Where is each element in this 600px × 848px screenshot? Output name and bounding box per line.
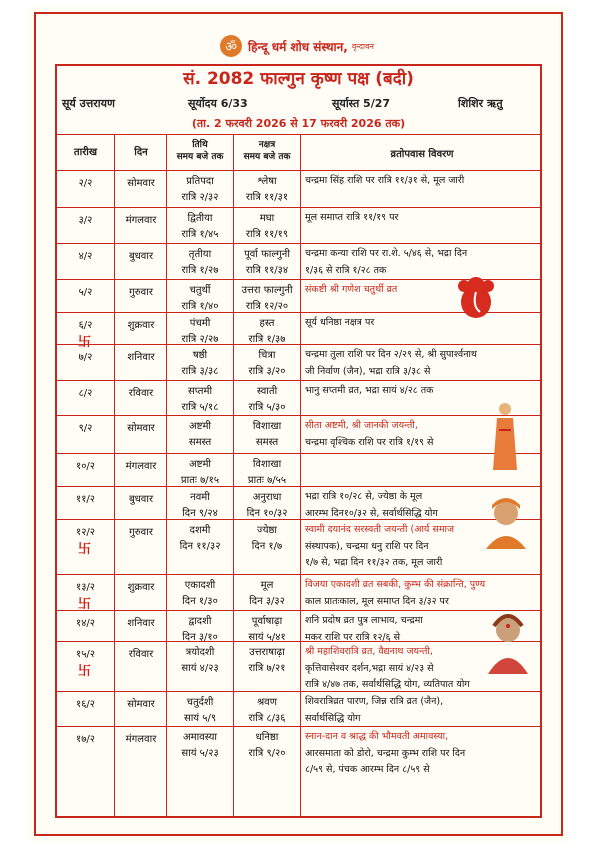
row-tithi-time: दिन ११/३२ [179,541,221,552]
row-nakshatra-time: रात्रि ७/२१ [248,663,286,674]
sunset-time: सूर्यास्त 5/27 [332,97,391,110]
details-line: संस्थापक), चन्द्रमा धनु राशि पर दिन [305,540,429,552]
row-date: १५/२ [76,649,95,660]
om-logo-icon: ॐ [220,35,242,57]
row-details [305,383,540,400]
row-separator [55,691,542,692]
row-tithi-time: दिन १/३० [182,596,218,607]
row-nakshatra: उत्तरा फाल्गुनी [241,285,293,296]
row-details [305,729,540,779]
row-nakshatra-time: रात्रि ११/३१ [245,192,289,203]
row-tithi: चतुर्दशी [186,697,214,708]
row-nakshatra: मूल [260,580,274,591]
details-line: विजया एकादशी व्रत सबकी, कुम्भ की संक्रान्ति, पुण्य [305,579,486,590]
row-tithi-time: रात्रि २/२७ [181,334,219,345]
header-bottom-rule [55,170,542,171]
row-nakshatra-time: रात्रि १२/२० [245,301,289,312]
season: शिशिर ऋतु [458,97,503,110]
row-nakshatra-time: रात्रि ८/३६ [248,713,286,724]
details-line: रात्रि ४/४७ तक, सर्वार्थसिद्धि योग, व्यतिपात योग [305,679,470,690]
row-tithi-time: रात्रि ५/१८ [181,402,219,413]
row-nakshatra: चित्रा [258,350,276,361]
row-date: २/२ [78,178,93,189]
row-tithi-time: समस्त [188,437,212,448]
col-divider [300,135,301,818]
sunrise-time: सूर्योदय 6/33 [188,97,248,110]
row-tithi-time: सायं ५/२३ [181,748,219,759]
row-day: गुरुवार [129,287,153,298]
row-details [305,315,540,332]
row-separator [55,519,542,520]
row-date: ४/२ [78,251,93,262]
row-details [305,210,540,227]
row-date: १७/२ [76,734,95,745]
row-separator [55,453,542,454]
sun-direction: सूर्य उत्तरायण [62,97,115,110]
row-tithi-time: प्रातः ७/१५ [180,475,220,486]
row-separator [55,641,542,642]
details-line: काल प्रातःकाल, मूल समाप्त दिन ३/३२ पर [305,595,449,607]
row-tithi: तृतीया [188,249,212,260]
sita-illustration [490,400,520,472]
table-top-rule [55,134,542,135]
row-separator [55,574,542,575]
row-separator [55,207,542,208]
row-nakshatra: श्रवण [257,697,277,708]
row-tithi-time: रात्रि १/२७ [181,265,219,276]
row-nakshatra: हस्त [259,318,275,329]
row-separator [55,415,542,416]
publisher-header [220,34,450,58]
row-nakshatra: उत्तराषाढ़ा [249,647,285,658]
swastika-icon: 卐 [78,597,92,612]
row-date: १३/२ [76,582,95,593]
row-nakshatra-time: प्रातः ७/५५ [247,475,287,486]
row-tithi: चतुर्थी [189,285,211,296]
details-line: शनि प्रदोष व्रत पुत्र लाभाय, चन्द्रमा [305,615,423,626]
details-line: सूर्य धनिष्ठा नक्षत्र पर [305,317,375,328]
swastika-icon: 卐 [78,664,92,679]
row-date: ७/२ [78,352,93,363]
details-line: सर्वार्थसिद्धि योग [305,712,361,724]
row-date: ८/२ [78,388,93,399]
details-line: सीता अष्टमी, श्री जानकी जयन्ती, [305,420,418,431]
row-nakshatra: ज्येष्ठा [257,525,277,536]
row-date: ११/२ [76,494,95,505]
row-details [305,577,540,610]
row-day: सोमवार [127,699,155,710]
row-day: शनिवार [127,352,155,363]
details-line: चन्द्रमा सिंह राशि पर रात्रि ११/३१ से, मूल जारी [305,175,465,186]
row-nakshatra-time: रात्रि ५/३० [248,402,286,413]
row-tithi: षष्ठी [192,350,208,361]
details-line: चन्द्रमा कन्या राशि पर रा.शे. ५/४६ से, भद्रा दिन [305,248,468,259]
row-day: मंगलवार [125,734,157,745]
row-tithi: पंचमी [189,318,211,329]
row-day: रविवार [128,388,154,399]
details-line: स्वामी दयानंद सरस्वती जयन्ती (आर्य समाज [305,524,455,535]
details-line: मूल समाप्त रात्रि ११/१९ पर [305,212,399,223]
row-nakshatra-time: दिन ३/३२ [249,596,285,607]
details-line: संकष्टी श्री गणेश चतुर्थी व्रत [305,284,398,295]
row-tithi: त्रयोदशी [185,647,215,658]
col-header-tithi [167,139,233,163]
details-line: श्री महाशिवरात्रि व्रत, वैद्यनाथ जयन्ती, [305,646,433,657]
shiva-illustration [482,608,534,676]
row-nakshatra: मघा [259,213,275,224]
row-nakshatra: विशाखा [252,421,282,432]
row-day: शनिवार [127,618,155,629]
row-details [305,347,540,380]
row-nakshatra-time: रात्रि ३/२० [248,366,286,377]
row-day: मंगलवार [125,461,157,472]
col-header-tithi-title: तिथि [192,140,208,150]
row-tithi-time: रात्रि २/३२ [181,192,219,203]
org-name: हिन्दू धर्म शोध संस्थान, [248,39,348,54]
row-tithi: द्वादशी [188,616,212,627]
swastika-icon: 卐 [78,542,92,557]
col-divider [114,135,115,818]
row-date: ३/२ [78,215,93,226]
details-line: स्नान-दान व श्राद्ध की भौमवती अमावस्या, [305,731,449,742]
row-separator [55,344,542,345]
details-line: १/७ से, भद्रा दिन ११/३२ तक, मूल जारी [305,557,443,568]
row-day: शुक्रवार [127,320,155,331]
row-day: सोमवार [127,423,155,434]
details-line: शिवरात्रिव्रत पारण, जिन्न रात्रि व्रत (जैन), [305,696,444,707]
details-line: कृत्तिवासेश्वर दर्शन,भद्रा सायं ४/२३ से [305,662,434,674]
row-date: १२/२ [76,527,95,538]
row-nakshatra-time: दिन १/७ [251,541,283,552]
row-separator [55,610,542,611]
row-day: शुक्रवार [127,582,155,593]
row-nakshatra: श्लेषा [257,176,277,187]
details-line: १/३६ से रात्रि १/२८ तक [305,264,387,276]
swastika-icon: 卐 [78,335,92,350]
row-tithi-time: सायं ५/९ [183,713,217,724]
row-tithi-time: दिन ३/१० [182,632,218,643]
col-header-details: व्रतोपवास विवरण [390,149,454,160]
row-day: गुरुवार [129,527,153,538]
row-tithi-time: दिन ९/२४ [182,508,218,519]
row-tithi: एकादशी [184,580,216,591]
row-day: बुधवार [128,494,154,505]
page-title: सं. 2082 फाल्गुन कृष्ण पक्ष (बदी) [183,69,414,89]
row-nakshatra: स्वाती [256,386,278,397]
row-nakshatra: पूर्वाषाढ़ा [251,616,283,627]
row-nakshatra: अनुराधा [252,492,282,503]
row-day: मंगलवार [125,215,157,226]
row-details [305,694,540,727]
row-nakshatra: विशाखा [252,459,282,470]
row-day: सोमवार [127,178,155,189]
row-nakshatra-time: समस्त [255,437,279,448]
row-day: रविवार [128,649,154,660]
row-nakshatra-time: दिन १०/३२ [246,508,288,519]
row-tithi: सप्तमी [187,386,213,397]
details-line: मकर राशि पर रात्रि १२/६ से [305,631,401,643]
row-separator [55,726,542,727]
col-header-day: दिन [134,147,148,158]
row-tithi-time: सायं ४/२३ [181,663,219,674]
row-date: १४/२ [76,618,95,629]
row-tithi-time: रात्रि १/४० [181,301,219,312]
row-day: बुधवार [128,251,154,262]
row-details [305,282,540,299]
row-tithi: अष्टमी [188,421,212,432]
row-date: १६/२ [76,699,95,710]
row-nakshatra-time: रात्रि ११/३४ [245,265,289,276]
row-separator [55,380,542,381]
row-nakshatra-time: रात्रि १/३७ [248,334,286,345]
details-line: आरसमाता को डोरो, चन्द्रमा कुम्भ राशि पर दिन [305,747,466,759]
row-tithi-time: रात्रि ३/३८ [181,366,219,377]
row-tithi: अमावस्या [182,732,218,743]
details-line: आरम्भ दिन१०/३२ से, सर्वार्थसिद्धि योग [305,507,438,519]
details-line: चन्द्रमा तुला राशि पर दिन २/२९ से, श्री सुपार्श्वनाथ [305,349,478,360]
row-tithi: अष्टमी [188,459,212,470]
details-line: भद्रा रात्रि १०/२८ से, ज्येष्ठा के मूल [305,491,423,502]
row-tithi: प्रतिपदा [186,176,214,187]
row-separator [55,243,542,244]
row-details [305,246,540,279]
row-nakshatra-time: रात्रि ९/२० [248,748,286,759]
row-nakshatra: धनिष्ठा [255,732,279,743]
row-tithi-time: रात्रि १/४५ [181,229,219,240]
dayanand-portrait [478,493,534,551]
col-header-nakshatra [234,139,300,163]
col-header-tithi-sub: समय बजे तक [176,152,224,162]
row-tithi: दशमी [189,525,211,536]
details-line: चन्द्रमा वृश्चिक राशि पर रात्रि १/१९ से [305,436,434,448]
row-nakshatra: पूर्वा फाल्गुनी [244,249,290,260]
row-separator [55,486,542,487]
details-line: जी निर्वाण (जैन), भद्रा रात्रि ३/३८ से [305,365,431,377]
col-header-date: तारीख [73,147,98,158]
details-line: ८/५९ से, पंचक आरम्भ दिन ८/५९ से [305,764,430,775]
row-nakshatra-time: रात्रि ११/१९ [245,229,289,240]
row-date: ५/२ [78,287,93,298]
ganesha-illustration [452,272,500,322]
org-place: वृन्दावन [351,41,374,51]
row-date: ६/२ [78,320,93,331]
col-header-nakshatra-sub: समय बजे तक [243,152,291,162]
row-tithi: नवमी [190,492,210,503]
row-date: ९/२ [78,423,93,434]
date-range: (ता. 2 फरवरी 2026 से 17 फरवरी 2026 तक) [191,117,406,130]
row-date: १०/२ [76,461,95,472]
col-header-nakshatra-title: नक्षत्र [258,140,276,150]
details-line: भानु सप्तमी व्रत, भद्रा सायं ४/२८ तक [305,385,434,396]
row-tithi: द्वितीया [187,213,213,224]
row-nakshatra-time: सायं ५/४१ [248,632,286,643]
row-details [305,173,540,190]
